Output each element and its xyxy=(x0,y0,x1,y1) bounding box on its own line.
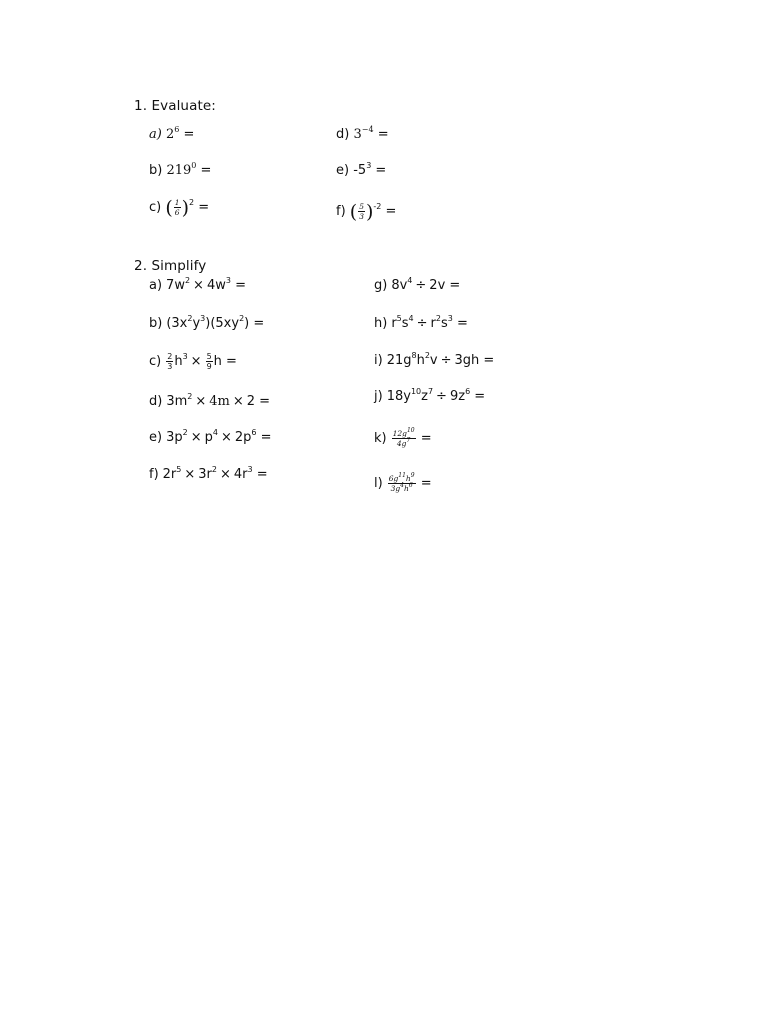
fraction: $\frac{2}{3}$ xyxy=(167,352,173,371)
evaluate-item-d: d) $3^{-4}$ = xyxy=(336,125,389,142)
fraction: $\frac{5}{3}$ xyxy=(359,202,364,221)
simplify-item-d: d) $3m^2 \times 4m \times 2$ = xyxy=(149,392,271,409)
section-2-heading: 2. Simplify xyxy=(134,258,207,274)
fraction: $\frac{12g^{10}}{4g^7}$ xyxy=(392,427,415,448)
evaluate-item-b: b) $219^0$ = xyxy=(149,161,212,178)
simplify-item-f: f) $2r^5 \times 3r^2 \times 4r^3$ = xyxy=(149,465,268,482)
simplify-item-a: a) $7w^2 \times 4w^3$ = xyxy=(149,276,246,293)
simplify-item-e: e) $3p^2 \times p^4 \times 2p^6$ = xyxy=(149,428,272,445)
simplify-item-i: i) $21g^8h^2v \div 3gh$ = xyxy=(374,351,495,368)
simplify-item-l: l) $\frac{6g^{11}h^9}{3g^4h^6}$ = xyxy=(374,472,432,493)
simplify-item-k: k) $\frac{12g^{10}}{4g^7}$ = xyxy=(374,427,432,448)
fraction: $\frac{5}{9}$ xyxy=(206,352,212,371)
fraction: $\frac{1}{6}$ xyxy=(174,198,180,217)
simplify-item-b: b) $(3x^2y^3)(5xy^2)$ = xyxy=(149,314,265,331)
simplify-item-h: h) $r^5s^4 \div r^2s^3$ = xyxy=(374,314,468,331)
simplify-item-j: j) $18y^{10}z^7 \div 9z^6$ = xyxy=(374,387,486,404)
fraction: $\frac{6g^{11}h^9}{3g^4h^6}$ xyxy=(388,472,415,493)
section-1-heading: 1. Evaluate: xyxy=(134,98,216,114)
evaluate-item-e: e) $-5^3$ = xyxy=(336,161,387,178)
evaluate-item-f: f) ( $\frac{5}{3}$ )$^{-2}$ = xyxy=(336,201,397,223)
evaluate-item-a: a) $2^6$ = xyxy=(149,125,195,142)
evaluate-item-c: c) ( $\frac{1}{6}$ )$^2$ = xyxy=(149,197,210,219)
simplify-item-g: g) $8v^4 \div 2v$ = xyxy=(374,276,461,293)
simplify-item-c: c) $\frac{2}{3}$ $h^3$ × $\frac{5}{9}$ h = xyxy=(149,352,237,371)
